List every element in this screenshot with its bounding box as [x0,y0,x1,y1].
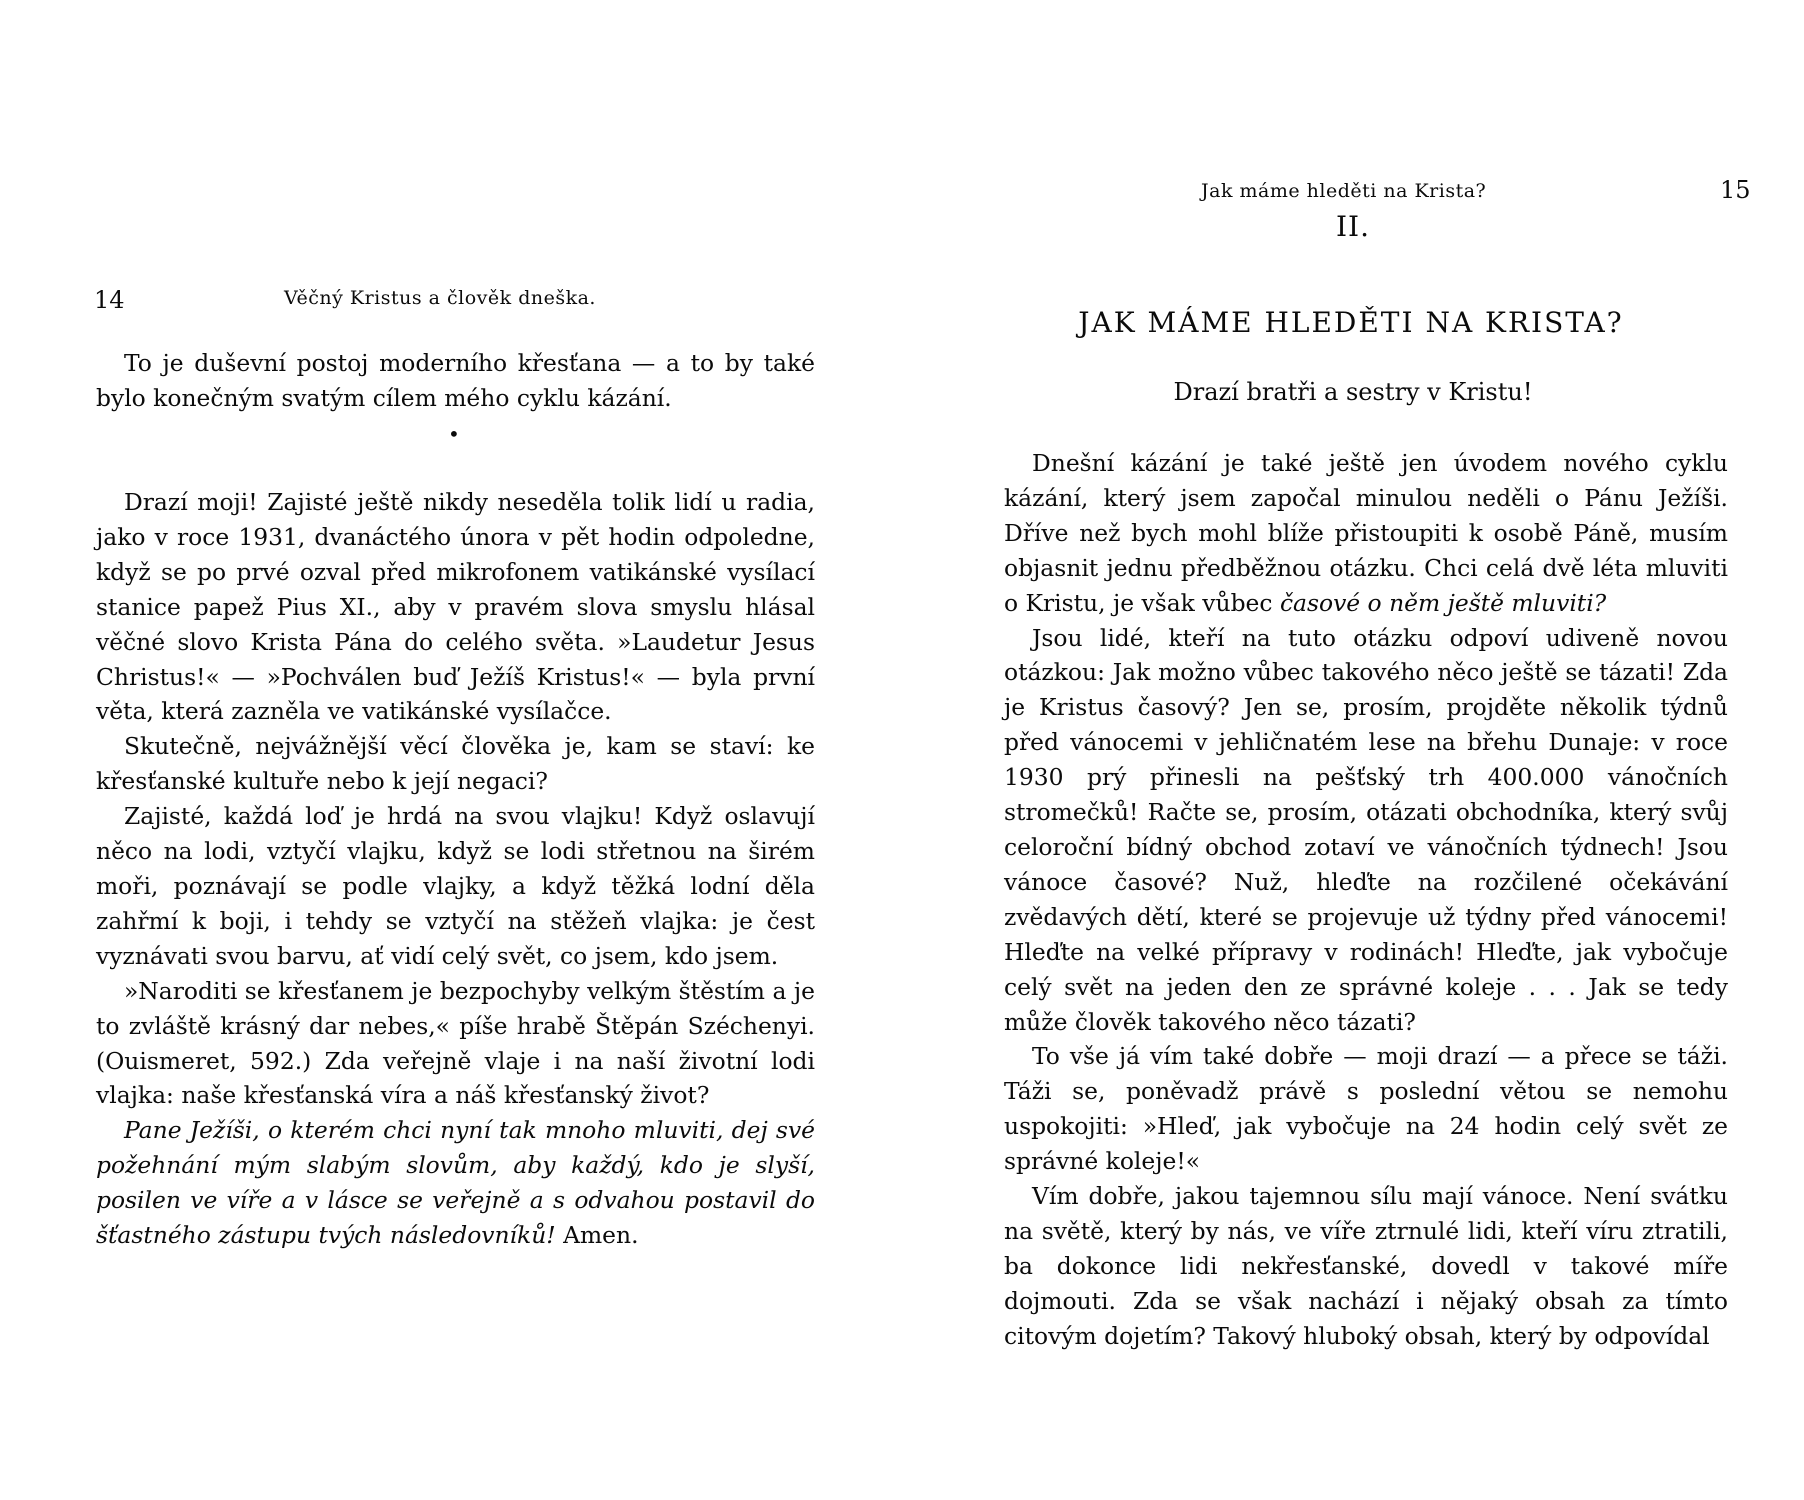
running-head-left: Věčný Kristus a člověk dneška. [284,287,596,309]
paragraph: Zajisté, každá loď je hrdá na svou vlajku! Když oslavují něco na lodi, vztyčí vlajku, když se lodi střetnou na širém moři, poznávají se podle vlajky, a když těžká lodní děla zahřmí k boji, i tehdy se vztyčí na stěžeň vlajka: je čest vyznávati svou barvu, ať vidí celý svět, co jsem, kdo jsem. [96,802,815,970]
paragraph: Skutečně, nejvážnější věcí člověka je, kam se staví: ke křesťanské kultuře nebo k její negaci? [96,732,815,796]
prayer-paragraph [96,1113,815,1253]
section-ornament: • [448,422,460,446]
chapter-title: JAK MÁME HLEDĚTI NA KRISTA? [1078,306,1624,339]
paragraph [1004,446,1728,621]
prayer-italic: Pane Ježíši, o kterém chci nyní tak mnoho mluviti, dej své požehnání mým slabým slovům, aby každý, kdo je slyší, posilen ve víře a v lásce se veřejně a s odvahou postavil do šťastného zástupu tvých následovníků! [96,1116,815,1250]
running-head-right: Jak máme hleděti na Krista? [1201,180,1487,202]
page-number-left: 14 [94,286,125,314]
paragraph: To je duševní postoj moderního křesťana — a to by také bylo konečným svatým cílem mého cyklu kázání. [96,349,815,412]
right-page [902,0,1804,1500]
prayer-amen: Amen. [555,1221,639,1250]
chapter-number: II. [1335,210,1371,243]
page-number-right: 15 [1720,176,1751,204]
salutation: Drazí bratři a sestry v Kristu! [1173,378,1533,406]
closing-paragraph [96,346,815,416]
paragraph-text: Dnešní kázání je také ještě jen úvodem nového cyklu kázání, který jsem započal minulou neděli o Pánu Ježíši. Dříve než bych mohl blíže přistoupiti k osobě Páně, musím objasnit jednu předběžnou otázku. Chci celá dvě léta mluviti o Kristu, je však vůbec [1004,449,1728,617]
paragraph: Jsou lidé, kteří na tuto otázku odpoví udiveně novou otázkou: Jak možno vůbec takového něco ještě se tázati! Zda je Kristus časový? Jen se, prosím, projděte několik týdnů před vánocemi v jehličnatém lese na břehu Dunaje: v roce 1930 prý přinesli na pešťský trh 400.000 vánočních stromečků! Račte se, prosím, otázati obchodníka, který svůj celoroční bídný obchod zotaví ve vánočních týdnech! Jsou vánoce časové? Nuž, hleďte na rozčilené očekávání zvědavých dětí, které se projevuje už týdny před vánocemi! Hleďte na velké přípravy v rodinách! Hleďte, jak vybočuje celý svět na jeden den ze správné koleje . . . Jak se tedy může člověk takového něco tázati? [1004,623,1728,1036]
left-body-text [96,485,815,1253]
paragraph-italic: časové o něm ještě mluviti? [1279,588,1607,617]
paragraph: »Naroditi se křesťanem je bezpochyby velkým štěstím a je to zvláště krásný dar nebes,« píše hrabě Štěpán Széchenyi. (Ouismeret, 592.) Zda veřejně vlaje i na naší životní lodi vlajka: naše křesťanská víra a náš křesťanský život? [96,976,815,1110]
paragraph: Vím dobře, jakou tajemnou sílu mají vánoce. Není svátku na světě, který by nás, ve víře ztrnulé lidi, kteří víru ztratili, ba dokonce lidi nekřesťanské, dovedl v takové míře dojmouti. Zda se však nachází i nějaký obsah za tímto citovým dojetím? Takový hluboký obsah, který by odpovídal [1004,1182,1728,1350]
paragraph: To vše já vím také dobře — moji drazí — a přece se táži. Táži se, poněvadž právě s poslední větou se nemohu uspokojiti: »Hleď, jak vybočuje na 24 hodin celý svět ze správné koleje!« [1004,1042,1728,1176]
right-body-text [1004,446,1728,1354]
paragraph: Drazí moji! Zajisté ještě nikdy neseděla tolik lidí u radia, jako v roce 1931, dvanáctého února v pět hodin odpoledne, když se po prvé ozval před mikrofonem vatikánské vysílací stanice papež Pius XI., aby v pravém slova smyslu hlásal věčné slovo Krista Pána do celého světa. »Laudetur Jesus Christus!« — »Pochválen buď Ježíš Kristus!« — byla první věta, která zazněla ve vatikánské vysílačce. [96,488,815,726]
